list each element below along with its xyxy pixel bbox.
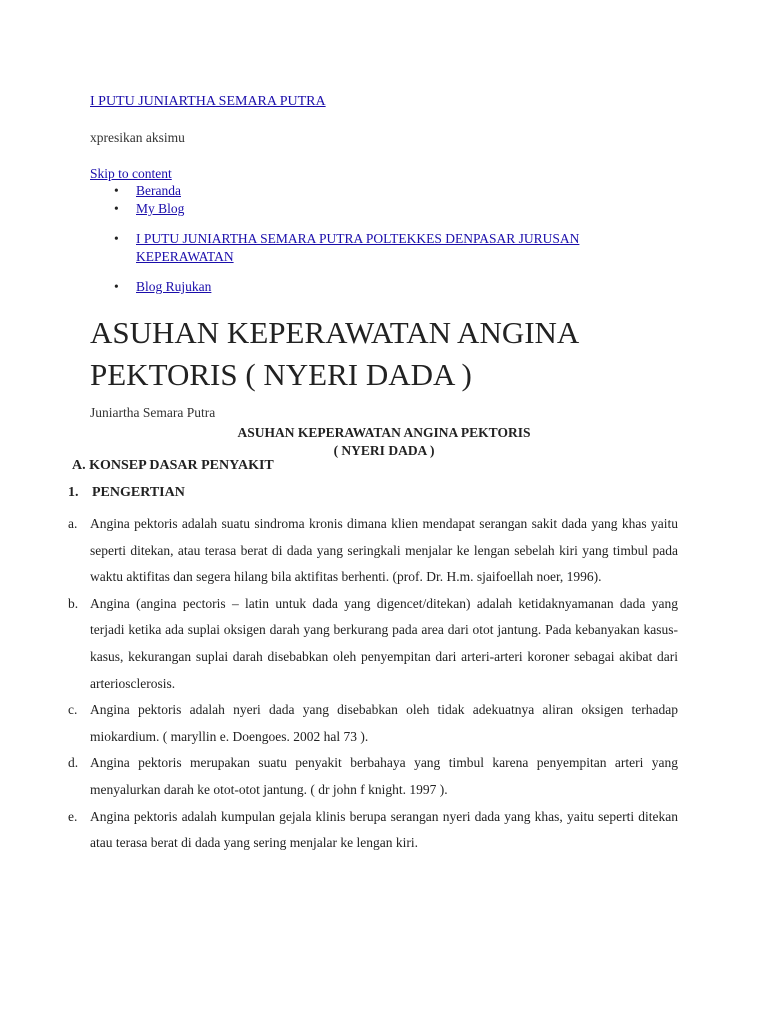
nav-item-profile	[112, 230, 672, 266]
document-heading	[90, 424, 678, 460]
item-label: a.	[68, 516, 78, 531]
item-text: Angina pektoris adalah kumpulan gejala klinis berupa serangan nyeri dada yang khas, yaitu seperti ditekan atau terasa berat di dada yang sering menjalar ke lengan kiri.	[90, 808, 678, 851]
nav-link-beranda[interactable]: Beranda	[136, 183, 181, 198]
main-navigation	[112, 182, 672, 296]
site-tagline: xpresikan aksimu	[90, 130, 185, 145]
nav-item-beranda	[112, 182, 672, 200]
nav-item-my-blog	[112, 200, 672, 218]
item-text: Angina pektoris merupakan suatu penyakit berbahaya yang timbul karena penyempitan arteri yang menyalurkan darah ke otot-otot jantung. ( dr john f knight. 1997 ).	[90, 755, 678, 797]
definition-list	[68, 511, 678, 857]
post-title: ASUHAN KEPERAWATAN ANGINA PEKTORIS ( NYERI DADA )	[90, 315, 578, 392]
section-number: 1.	[68, 485, 79, 500]
skip-to-content-link[interactable]: Skip to content	[90, 166, 172, 181]
item-text: Angina pektoris adalah suatu sindroma kronis dimana klien mendapat serangan sakit dada yang khas yaitu seperti ditekan, atau terasa berat di dada yang seringkali menjalar ke lengan sebelah kiri yang timbul pada waktu aktifitas dan segera hilang bila aktifitas berhenti. (prof. Dr. H.m. sjaifoellah noer, 1996).	[90, 516, 678, 585]
nav-link-blog-rujukan[interactable]: Blog Rujukan	[136, 279, 212, 294]
section-label: PENGERTIAN	[92, 485, 185, 500]
definition-item	[68, 511, 678, 591]
definition-item	[68, 591, 678, 697]
nav-link-profile[interactable]: I PUTU JUNIARTHA SEMARA PUTRA POLTEKKES DENPASAR JURUSAN KEPERAWATAN	[136, 231, 580, 264]
nav-link-my-blog[interactable]: My Blog	[136, 201, 185, 216]
definition-item	[68, 750, 678, 803]
nav-item-blog-rujukan	[112, 278, 672, 296]
section-heading-a: A. KONSEP DASAR PENYAKIT	[72, 458, 274, 473]
item-label: e.	[68, 808, 78, 824]
item-label: d.	[68, 755, 79, 771]
item-label: b.	[68, 595, 79, 611]
item-text: Angina pektoris adalah nyeri dada yang disebabkan oleh tidak adekuatnya aliran oksigen terhadap miokardium. ( maryllin e. Doengoes. 2002 hal 73 ).	[90, 702, 678, 744]
document-heading-line-2: ( NYERI DADA )	[333, 443, 435, 458]
post-author: Juniartha Semara Putra	[90, 405, 216, 420]
section-heading-1	[68, 485, 185, 501]
document-heading-line-1: ASUHAN KEPERAWATAN ANGINA PEKTORIS	[237, 425, 531, 440]
item-label: c.	[68, 702, 78, 718]
definition-item	[68, 697, 678, 750]
definition-item	[68, 804, 678, 857]
site-title-link[interactable]: I PUTU JUNIARTHA SEMARA PUTRA	[90, 94, 326, 109]
item-text: Angina (angina pectoris – latin untuk dada yang digencet/ditekan) adalah ketidaknyamanan dada yang terjadi ketika ada suplai oksigen darah yang berkurang pada area dari otot jantung. Pada kebanyakan kasus-kasus, kekurangan suplai darah disebabkan oleh penyempitan dari arteri-arteri koroner sebagai akibat dari arteriosclerosis.	[90, 595, 678, 691]
